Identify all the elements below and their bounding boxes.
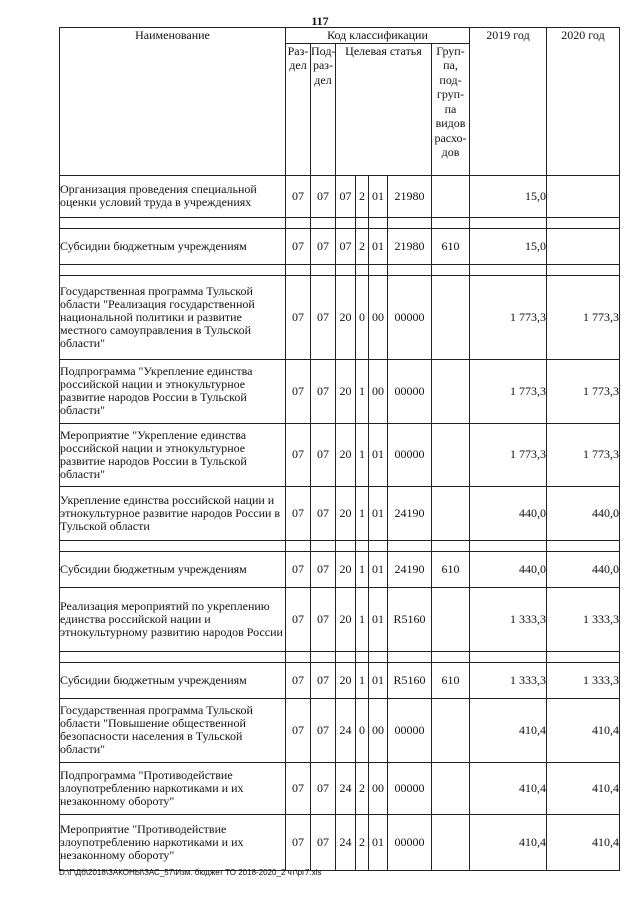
spacer-cell [336, 217, 356, 228]
spacer-cell [356, 540, 369, 551]
row-target-direction: 00000 [388, 762, 432, 814]
row-target-direction: 00000 [388, 814, 432, 870]
row-amount-2020 [547, 175, 620, 217]
spacer-cell [432, 540, 470, 551]
spacer-cell [286, 651, 311, 662]
spacer-cell [336, 540, 356, 551]
spacer-cell [432, 217, 470, 228]
header-year-2019: 2019 год [470, 28, 547, 176]
spacer-cell [286, 217, 311, 228]
table-row [60, 662, 620, 698]
spacer-cell [356, 217, 369, 228]
header-subsection: Под- раз- дел [311, 43, 336, 175]
row-expense-group: 610 [432, 228, 470, 264]
row-subsection: 07 [311, 814, 336, 870]
row-name: Субсидии бюджетным учреждениям [60, 662, 286, 698]
row-amount-2019: 1 333,3 [470, 662, 547, 698]
row-amount-2019: 1 773,3 [470, 423, 547, 486]
row-target-subprogram: 1 [356, 486, 369, 540]
row-section: 07 [286, 486, 311, 540]
row-target-program: 07 [336, 175, 356, 217]
row-amount-2019: 410,4 [470, 698, 547, 762]
row-target-subprogram: 1 [356, 551, 369, 587]
spacer-cell [336, 264, 356, 275]
row-target-subprogram: 1 [356, 662, 369, 698]
row-section: 07 [286, 698, 311, 762]
table-row [60, 551, 620, 587]
row-section: 07 [286, 587, 311, 651]
spacer-cell [311, 651, 336, 662]
spacer-cell [356, 264, 369, 275]
row-target-event: 00 [369, 698, 388, 762]
row-amount-2020 [547, 228, 620, 264]
spacer-cell [470, 540, 547, 551]
spacer-cell [369, 540, 388, 551]
row-target-program: 24 [336, 762, 356, 814]
row-target-event: 01 [369, 587, 388, 651]
spacer-cell [369, 651, 388, 662]
row-target-direction: 00000 [388, 423, 432, 486]
spacer-cell [60, 264, 286, 275]
page-number: 117 [311, 14, 329, 28]
row-section: 07 [286, 275, 311, 359]
row-target-direction: 00000 [388, 359, 432, 423]
row-name: Государственная программа Тульской области "Повышение общественной безопасности населения в Тульской области" [60, 698, 286, 762]
row-amount-2019: 410,4 [470, 814, 547, 870]
row-amount-2020: 410,4 [547, 698, 620, 762]
row-target-event: 00 [369, 762, 388, 814]
file-path-footer: D:\Г\Дб\2018\ЗАКОНЫ\ЗАС_57\Изм. бюджет ТО 2018-2020_2 чт\рг7.xls [59, 868, 322, 877]
row-spacer [60, 217, 620, 228]
row-target-subprogram: 1 [356, 359, 369, 423]
table-row [60, 814, 620, 870]
row-target-program: 07 [336, 228, 356, 264]
row-amount-2019: 440,0 [470, 486, 547, 540]
row-target-subprogram: 1 [356, 587, 369, 651]
row-name: Организация проведения специальной оценки условий труда в учреждениях [60, 175, 286, 217]
spacer-cell [60, 540, 286, 551]
row-expense-group [432, 359, 470, 423]
row-name: Реализация мероприятий по укреплению единства российской нации и этнокультурному развитию народов России [60, 587, 286, 651]
row-target-program: 24 [336, 698, 356, 762]
table-row [60, 698, 620, 762]
row-subsection: 07 [311, 662, 336, 698]
row-amount-2019: 1 333,3 [470, 587, 547, 651]
row-amount-2019: 440,0 [470, 551, 547, 587]
row-target-program: 24 [336, 814, 356, 870]
row-expense-group [432, 587, 470, 651]
table-row [60, 175, 620, 217]
row-target-subprogram: 2 [356, 814, 369, 870]
row-target-direction: R5160 [388, 587, 432, 651]
spacer-cell [470, 264, 547, 275]
spacer-cell [547, 217, 620, 228]
row-target-event: 00 [369, 275, 388, 359]
row-expense-group [432, 175, 470, 217]
row-expense-group: 610 [432, 551, 470, 587]
row-expense-group [432, 486, 470, 540]
spacer-cell [547, 540, 620, 551]
row-expense-group: 610 [432, 662, 470, 698]
row-target-program: 20 [336, 486, 356, 540]
spacer-cell [388, 217, 432, 228]
row-expense-group [432, 814, 470, 870]
spacer-cell [388, 264, 432, 275]
row-target-direction: 00000 [388, 275, 432, 359]
spacer-cell [60, 217, 286, 228]
row-target-event: 01 [369, 551, 388, 587]
row-amount-2019: 15,0 [470, 175, 547, 217]
row-section: 07 [286, 228, 311, 264]
row-target-event: 01 [369, 814, 388, 870]
table-row [60, 587, 620, 651]
header-year-2020: 2020 год [547, 28, 620, 176]
row-subsection: 07 [311, 551, 336, 587]
row-subsection: 07 [311, 275, 336, 359]
row-target-subprogram: 2 [356, 228, 369, 264]
header-target-article: Целевая статья [336, 43, 432, 175]
table-row [60, 762, 620, 814]
spacer-cell [388, 540, 432, 551]
header-section: Раз- дел [286, 43, 311, 175]
row-amount-2020: 1 333,3 [547, 662, 620, 698]
row-subsection: 07 [311, 698, 336, 762]
row-target-event: 01 [369, 228, 388, 264]
row-name: Подпрограмма "Укрепление единства российской нации и этнокультурное развитие народов России в Тульской области" [60, 359, 286, 423]
spacer-cell [547, 651, 620, 662]
spacer-cell [369, 217, 388, 228]
spacer-cell [388, 651, 432, 662]
row-subsection: 07 [311, 175, 336, 217]
spacer-cell [470, 651, 547, 662]
row-target-program: 20 [336, 275, 356, 359]
row-target-program: 20 [336, 662, 356, 698]
row-target-direction: 24190 [388, 551, 432, 587]
row-target-direction: 00000 [388, 698, 432, 762]
row-section: 07 [286, 359, 311, 423]
header-name: Наименование [60, 28, 286, 176]
row-name: Субсидии бюджетным учреждениям [60, 551, 286, 587]
row-target-direction: 21980 [388, 228, 432, 264]
table-row [60, 228, 620, 264]
row-target-subprogram: 1 [356, 423, 369, 486]
header-expense-group: Груп- па, под- груп- па видов расхо- дов [432, 43, 470, 175]
row-amount-2020: 440,0 [547, 486, 620, 540]
row-subsection: 07 [311, 587, 336, 651]
spacer-cell [286, 264, 311, 275]
row-spacer [60, 651, 620, 662]
row-target-event: 01 [369, 175, 388, 217]
row-amount-2020: 440,0 [547, 551, 620, 587]
row-section: 07 [286, 551, 311, 587]
spacer-cell [286, 540, 311, 551]
spacer-cell [432, 651, 470, 662]
table-header [60, 28, 620, 176]
row-name: Мероприятие "Укрепление единства российской нации и этнокультурное развитие народов России в Тульской области" [60, 423, 286, 486]
row-target-subprogram: 2 [356, 175, 369, 217]
spacer-cell [547, 264, 620, 275]
row-amount-2020: 1 333,3 [547, 587, 620, 651]
spacer-cell [311, 540, 336, 551]
row-target-program: 20 [336, 587, 356, 651]
row-subsection: 07 [311, 228, 336, 264]
row-subsection: 07 [311, 359, 336, 423]
row-target-subprogram: 0 [356, 698, 369, 762]
spacer-cell [356, 651, 369, 662]
row-target-subprogram: 0 [356, 275, 369, 359]
row-amount-2019: 410,4 [470, 762, 547, 814]
row-name: Укрепление единства российской нации и этнокультурное развитие народов России в Тульской области [60, 486, 286, 540]
row-subsection: 07 [311, 423, 336, 486]
row-spacer [60, 264, 620, 275]
row-section: 07 [286, 814, 311, 870]
row-spacer [60, 540, 620, 551]
row-amount-2020: 410,4 [547, 814, 620, 870]
row-name: Мероприятие "Противодействие злоупотреблению наркотиками и их незаконному обороту" [60, 814, 286, 870]
row-section: 07 [286, 662, 311, 698]
row-expense-group [432, 698, 470, 762]
row-amount-2019: 1 773,3 [470, 275, 547, 359]
row-expense-group [432, 762, 470, 814]
spacer-cell [311, 217, 336, 228]
table-row [60, 275, 620, 359]
row-amount-2020: 410,4 [547, 762, 620, 814]
spacer-cell [336, 651, 356, 662]
budget-table [59, 27, 620, 871]
row-expense-group [432, 423, 470, 486]
table-body [60, 175, 620, 870]
table-row [60, 423, 620, 486]
row-subsection: 07 [311, 762, 336, 814]
row-target-direction: 24190 [388, 486, 432, 540]
row-target-direction: R5160 [388, 662, 432, 698]
row-target-program: 20 [336, 423, 356, 486]
row-amount-2019: 1 773,3 [470, 359, 547, 423]
spacer-cell [311, 264, 336, 275]
spacer-cell [432, 264, 470, 275]
row-target-event: 01 [369, 423, 388, 486]
row-target-event: 00 [369, 359, 388, 423]
row-target-program: 20 [336, 359, 356, 423]
row-name: Подпрограмма "Противодействие злоупотреблению наркотиками и их незаконному обороту" [60, 762, 286, 814]
spacer-cell [470, 217, 547, 228]
row-section: 07 [286, 762, 311, 814]
row-target-subprogram: 2 [356, 762, 369, 814]
table-row [60, 486, 620, 540]
header-classification: Код классификации [286, 28, 470, 44]
row-amount-2020: 1 773,3 [547, 359, 620, 423]
row-expense-group [432, 275, 470, 359]
row-amount-2019: 15,0 [470, 228, 547, 264]
spacer-cell [60, 651, 286, 662]
row-amount-2020: 1 773,3 [547, 423, 620, 486]
spacer-cell [369, 264, 388, 275]
row-section: 07 [286, 175, 311, 217]
table-row [60, 359, 620, 423]
row-target-event: 01 [369, 486, 388, 540]
row-target-event: 01 [369, 662, 388, 698]
row-subsection: 07 [311, 486, 336, 540]
row-amount-2020: 1 773,3 [547, 275, 620, 359]
row-name: Государственная программа Тульской области "Реализация государственной национальной политики и развитие местного самоуправления в Тульской области" [60, 275, 286, 359]
row-target-program: 20 [336, 551, 356, 587]
row-target-direction: 21980 [388, 175, 432, 217]
row-name: Субсидии бюджетным учреждениям [60, 228, 286, 264]
row-section: 07 [286, 423, 311, 486]
